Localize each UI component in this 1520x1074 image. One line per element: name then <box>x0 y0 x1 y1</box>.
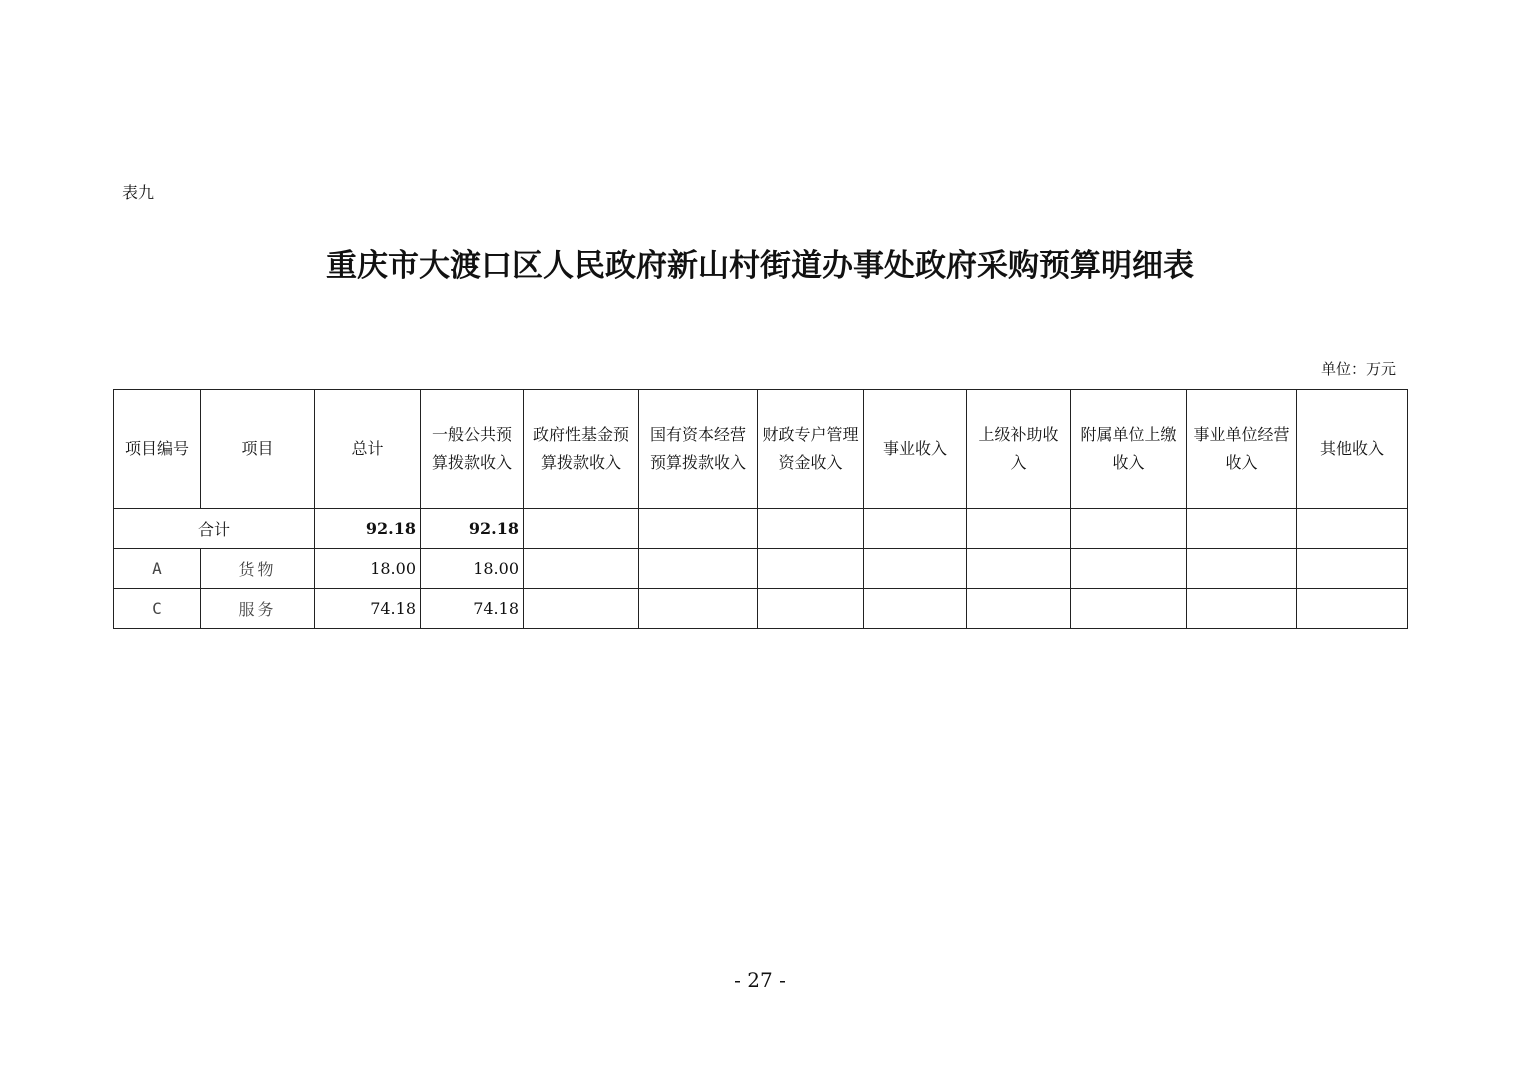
empty-cell <box>1071 589 1187 629</box>
header-superior-subsidy: 上级补助收入 <box>967 390 1071 509</box>
row-general-budget: 74.18 <box>421 589 524 629</box>
page-title: 重庆市大渡口区人民政府新山村街道办事处政府采购预算明细表 <box>326 248 1194 284</box>
row-total: 18.00 <box>315 549 421 589</box>
empty-cell <box>1071 549 1187 589</box>
total-label: 合计 <box>114 509 315 549</box>
empty-cell <box>524 549 639 589</box>
total-row <box>114 509 1408 549</box>
empty-cell <box>524 509 639 549</box>
empty-cell <box>967 549 1071 589</box>
procurement-budget-table <box>113 389 1408 629</box>
empty-cell <box>639 509 758 549</box>
empty-cell <box>758 509 864 549</box>
table-number-label: 表九 <box>122 183 155 202</box>
empty-cell <box>639 589 758 629</box>
row-name: 服务 <box>201 589 315 629</box>
header-subordinate-payment: 附属单位上缴收入 <box>1071 390 1187 509</box>
total-value: 92.18 <box>315 509 421 549</box>
empty-cell <box>1187 549 1297 589</box>
header-project-code: 项目编号 <box>114 390 201 509</box>
empty-cell <box>1297 549 1408 589</box>
empty-cell <box>1071 509 1187 549</box>
empty-cell <box>1297 589 1408 629</box>
header-special-account: 财政专户管理资金收入 <box>758 390 864 509</box>
header-other-income: 其他收入 <box>1297 390 1408 509</box>
header-business-income: 事业收入 <box>864 390 967 509</box>
empty-cell <box>758 589 864 629</box>
row-total: 74.18 <box>315 589 421 629</box>
header-state-capital: 国有资本经营预算拨款收入 <box>639 390 758 509</box>
table-row <box>114 589 1408 629</box>
header-project: 项目 <box>201 390 315 509</box>
empty-cell <box>639 549 758 589</box>
table-header-row <box>114 390 1408 509</box>
row-code: A <box>114 549 201 589</box>
table-row <box>114 549 1408 589</box>
row-code: C <box>114 589 201 629</box>
empty-cell <box>1297 509 1408 549</box>
row-general-budget: 18.00 <box>421 549 524 589</box>
total-general-budget: 92.18 <box>421 509 524 549</box>
empty-cell <box>864 509 967 549</box>
empty-cell <box>524 589 639 629</box>
header-total: 总计 <box>315 390 421 509</box>
header-government-fund: 政府性基金预算拨款收入 <box>524 390 639 509</box>
empty-cell <box>758 549 864 589</box>
empty-cell <box>967 509 1071 549</box>
empty-cell <box>864 589 967 629</box>
empty-cell <box>1187 509 1297 549</box>
unit-label: 单位：万元 <box>1320 360 1396 378</box>
empty-cell <box>967 589 1071 629</box>
empty-cell <box>864 549 967 589</box>
row-name: 货物 <box>201 549 315 589</box>
header-operating-income: 事业单位经营收入 <box>1187 390 1297 509</box>
page-number: - 27 - <box>734 968 786 992</box>
header-general-budget: 一般公共预算拨款收入 <box>421 390 524 509</box>
empty-cell <box>1187 589 1297 629</box>
